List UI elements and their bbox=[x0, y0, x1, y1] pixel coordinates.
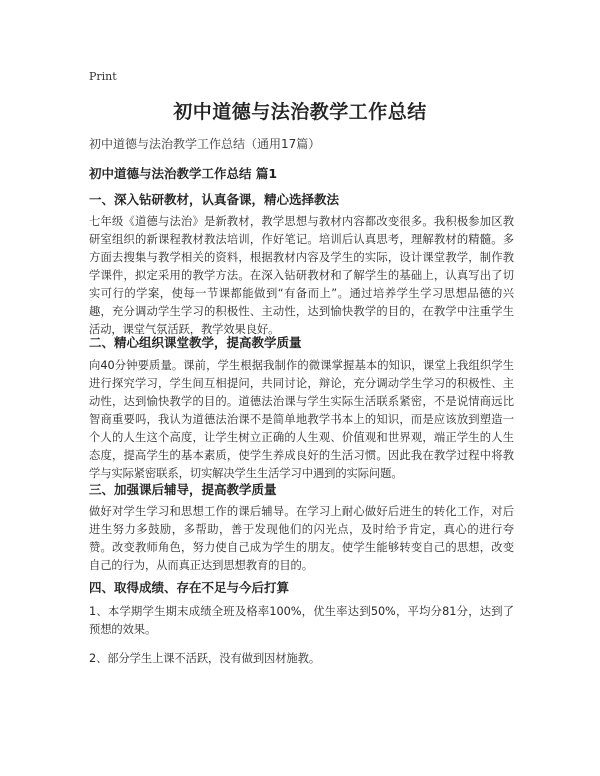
print-link[interactable]: Print bbox=[89, 70, 117, 83]
section-paragraph: 2、部分学生上课不活跃，没有做到因材施教。 bbox=[89, 652, 321, 665]
section-paragraph: 向40分钟要质量。课前，学生根据我制作的微课掌握基本的知识，课堂上我组织学生进行探究学习，学生间互相提问，共同讨论，辩论，充分调动学生学习的积极性、主动性，达到愉快教学的目的。道德法治课与学生实际生活联系紧密，不是说情商远比智商重要吗，我认为道德法治课不是简单地教学书本上的知识，而是应该放到塑造一个人的人生这个高度，让学生树立正确的人生观、价值观和世界观，端正学生的人生态度，提高学生的基本素质，使学生养成良好的生活习惯。因此我在教学过程中将教学与实际紧密联系，切实解决学生生活学习中遇到的实际问题。 bbox=[89, 359, 514, 480]
section-heading: 四、取得成绩、存在不足与今后打算 bbox=[89, 580, 290, 595]
article-heading: 初中道德与法治教学工作总结 篇1 bbox=[89, 166, 278, 181]
section-paragraph: 做好对学生学习和思想工作的课后辅导。在学习上耐心做好后进生的转化工作，对后进生努力多鼓励，多帮助，善于发现他们的闪光点，及时给予肯定，真心的进行夸赞。改变教师角色，努力使自己成为学生的朋友。使学生能够转变自己的思想，改变自己的行为，从而真正达到思想教育的目的。 bbox=[89, 505, 514, 572]
section-heading: 一、深入钻研教材，认真备课，精心选择教法 bbox=[89, 192, 340, 207]
section-paragraph: 七年级《道德与法治》是新教材，教学思想与教材内容都改变很多。我积极参加区教研室组织的新课程教材教法培训，作好笔记。培训后认真思考，理解教材的精髓。多方面去搜集与教学相关的资料，根据教材内容及学生的实际，设计课堂教学，制作教学课件，拟定采用的教学方法。在深入钻研教材和了解学生的基础上，认真写出了切实可行的学案，使每一节课都能做到“有备而上”。通过培养学生学习思想品德的兴趣，充分调动学生学习的积极性、主动性，达到愉快教学的目的，在教学中注重学生活动，课堂气氛活跃，教学效果良好。 bbox=[89, 215, 514, 336]
section-heading: 二、精心组织课堂教学，提高教学质量 bbox=[89, 335, 302, 350]
document-title: 初中道德与法治教学工作总结 bbox=[173, 101, 427, 123]
section-heading: 三、加强课后辅导，提高教学质量 bbox=[89, 482, 277, 497]
document-subtitle: 初中道德与法治教学工作总结（通用17篇） bbox=[89, 137, 321, 151]
section-paragraph: 1、本学期学生期末成绩全班及格率100%，优生率达到50%，平均分81分，达到了预想的效果。 bbox=[89, 605, 514, 636]
